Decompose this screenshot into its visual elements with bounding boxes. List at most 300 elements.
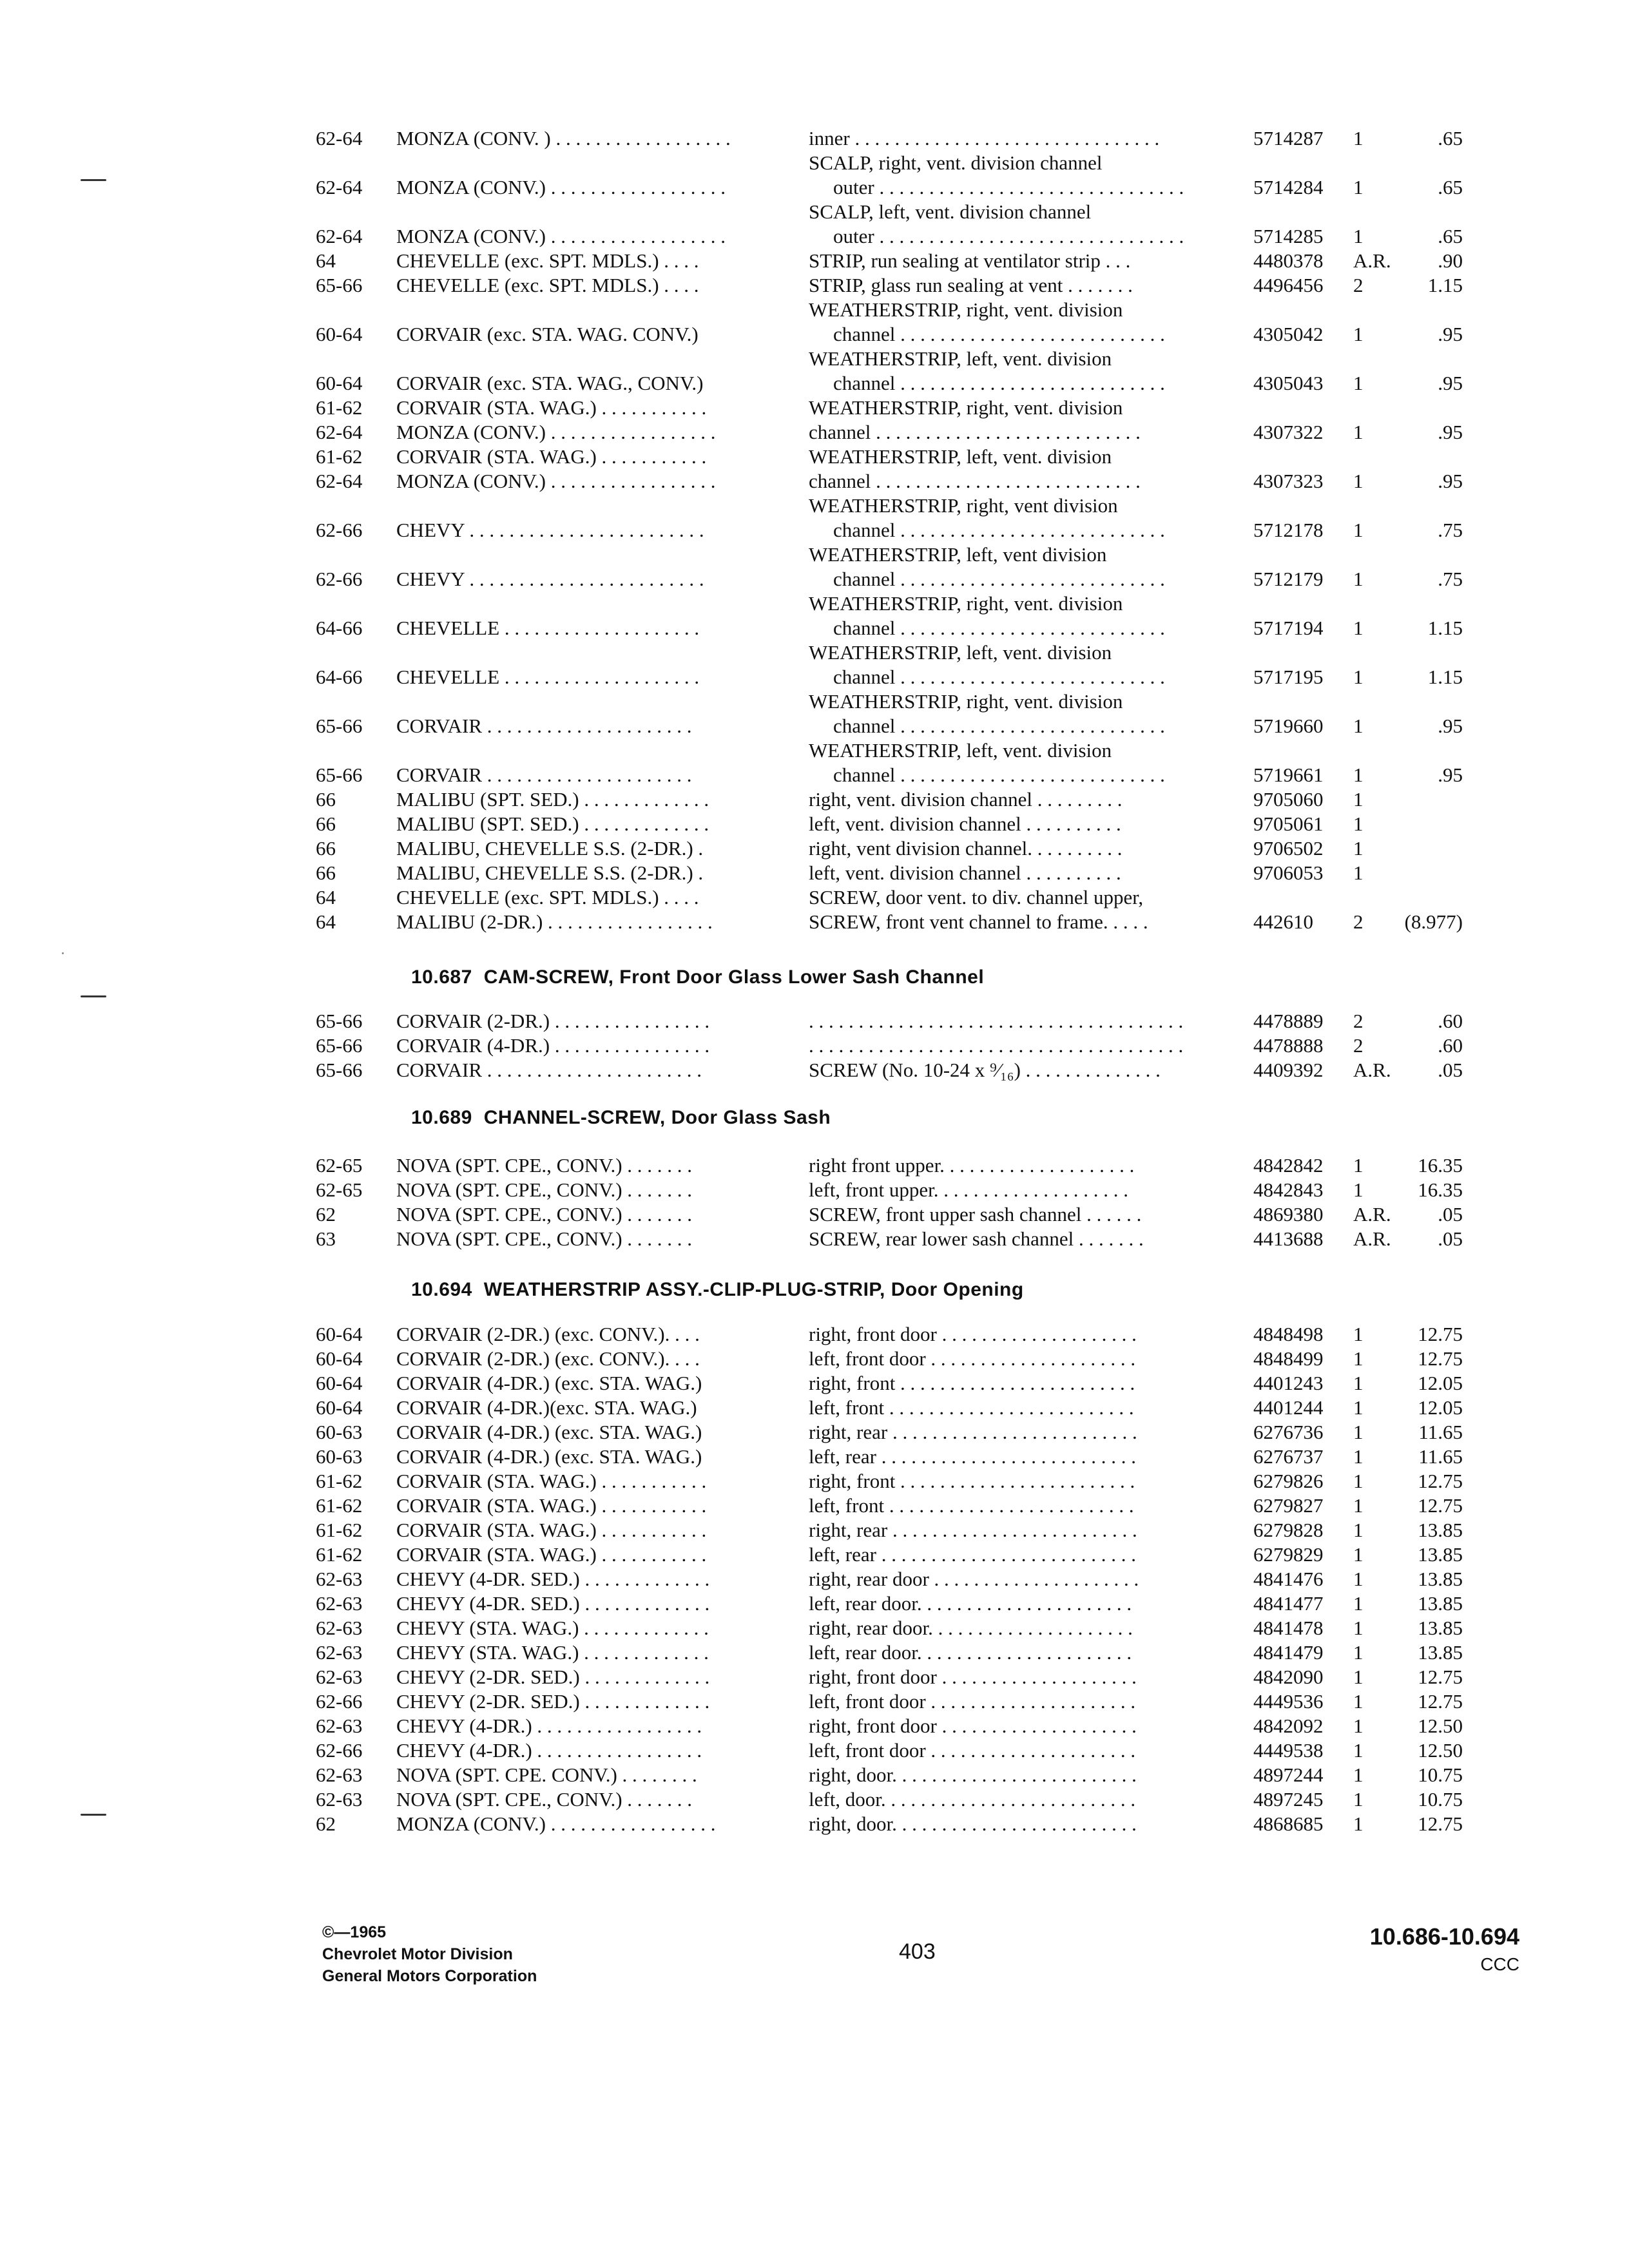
model-name: MONZA (CONV. ) . . . . . . . . . . . . . . . . . . <box>396 127 731 149</box>
table-row <box>316 1227 1476 1251</box>
model-name: CHEVY . . . . . . . . . . . . . . . . . . . . . . . . <box>396 519 704 541</box>
part-description <box>809 1787 1295 1812</box>
part-number: 5714284 <box>1253 176 1324 198</box>
description-line: right, rear door . . . . . . . . . . . . . . . . . . . . . <box>809 1568 1139 1590</box>
quantity: 1 <box>1353 1763 1364 1786</box>
price: .65 <box>1438 176 1463 198</box>
description-line: SCALP, left, vent. division channel <box>809 200 1092 223</box>
table-row <box>316 812 1476 836</box>
model-year: 62-63 <box>316 1617 363 1639</box>
quantity: 2 <box>1353 1034 1364 1057</box>
quantity: 1 <box>1353 519 1364 541</box>
part-number: 4841479 <box>1253 1641 1324 1664</box>
part-description <box>809 249 1295 273</box>
price: .05 <box>1438 1059 1463 1081</box>
model-year: 60-64 <box>316 323 363 345</box>
model-name: MALIBU (SPT. SED.) . . . . . . . . . . . . . <box>396 812 709 835</box>
quantity: A.R. <box>1353 1203 1391 1225</box>
model-year: 62-64 <box>316 225 363 247</box>
model-name: CORVAIR (exc. STA. WAG., CONV.) <box>396 372 704 394</box>
price: 12.05 <box>1418 1396 1463 1419</box>
description-line: left, front door . . . . . . . . . . . . . . . . . . . . . <box>809 1739 1136 1762</box>
part-description <box>809 1714 1295 1738</box>
description-line: WEATHERSTRIP, right, vent. division <box>809 690 1123 713</box>
model-name: CORVAIR (STA. WAG.) . . . . . . . . . . . <box>396 1519 707 1541</box>
table-row <box>316 1518 1476 1542</box>
quantity: 1 <box>1353 1323 1364 1345</box>
part-description <box>809 861 1295 885</box>
model-name: NOVA (SPT. CPE., CONV.) . . . . . . . <box>396 1788 693 1811</box>
part-number: 5717195 <box>1253 666 1324 688</box>
price: 13.85 <box>1418 1641 1463 1664</box>
table-row <box>316 151 1476 200</box>
part-number: 4409392 <box>1253 1059 1324 1081</box>
table-row <box>316 126 1476 151</box>
quantity: 1 <box>1353 421 1364 443</box>
part-description <box>809 812 1295 836</box>
model-year: 60-63 <box>316 1421 363 1443</box>
model-year: 61-62 <box>316 1543 363 1566</box>
part-number: 5712179 <box>1253 568 1324 590</box>
price: 10.75 <box>1418 1788 1463 1811</box>
part-number: 4841478 <box>1253 1617 1324 1639</box>
model-year: 66 <box>316 837 336 860</box>
part-description <box>809 126 1295 151</box>
price: 1.15 <box>1427 274 1463 296</box>
description-line: left, front . . . . . . . . . . . . . . . . . . . . . . . . . <box>809 1494 1134 1517</box>
table-row <box>316 689 1476 738</box>
model-name: MONZA (CONV.) . . . . . . . . . . . . . . . . . <box>396 421 716 443</box>
part-number: 4401244 <box>1253 1396 1324 1419</box>
price: .95 <box>1438 372 1463 394</box>
quantity: 1 <box>1353 568 1364 590</box>
model-year: 62-64 <box>316 421 363 443</box>
model-name: MALIBU, CHEVELLE S.S. (2-DR.) . <box>396 837 704 860</box>
part-number: 6276736 <box>1253 1421 1324 1443</box>
table-row <box>316 738 1476 787</box>
description-line: left, vent. division channel . . . . . . . . . . <box>809 812 1121 835</box>
part-description <box>809 689 1295 738</box>
price: .90 <box>1438 249 1463 272</box>
description-line: left, rear door. . . . . . . . . . . . . . . . . . . . . . <box>809 1641 1132 1664</box>
part-number: 442610 <box>1253 910 1313 933</box>
part-description <box>809 1033 1295 1058</box>
description-line: WEATHERSTRIP, left, vent. division <box>809 445 1112 468</box>
description-line: . . . . . . . . . . . . . . . . . . . . . . . . . . . . . . . . . . . . . . <box>809 1010 1184 1032</box>
quantity: 1 <box>1353 666 1364 688</box>
quantity: 1 <box>1353 1494 1364 1517</box>
part-description <box>809 1009 1295 1033</box>
model-name: CORVAIR . . . . . . . . . . . . . . . . . . . . . . <box>396 1059 702 1081</box>
part-description <box>809 445 1295 469</box>
model-name: CORVAIR (STA. WAG.) . . . . . . . . . . . <box>396 445 707 468</box>
part-number: 9706053 <box>1253 861 1324 884</box>
quantity: 1 <box>1353 788 1364 811</box>
group-heading-10-694: 10.694 WEATHERSTRIP ASSY.-CLIP-PLUG-STRIP, Door Opening <box>411 1279 1024 1300</box>
model-year: 66 <box>316 812 336 835</box>
part-number: 4848498 <box>1253 1323 1324 1345</box>
description-line: WEATHERSTRIP, right, vent. division <box>809 592 1123 615</box>
description-line: left, rear door. . . . . . . . . . . . . . . . . . . . . . <box>809 1592 1132 1615</box>
part-number: 5714287 <box>1253 127 1324 149</box>
description-line: WEATHERSTRIP, left, vent division <box>809 543 1107 566</box>
model-year: 62-63 <box>316 1763 363 1786</box>
model-year: 66 <box>316 861 336 884</box>
table-row <box>316 1616 1476 1640</box>
table-row <box>316 445 1476 469</box>
price: 12.75 <box>1418 1323 1463 1345</box>
part-number: 4478889 <box>1253 1010 1324 1032</box>
price: .65 <box>1438 225 1463 247</box>
model-name: CORVAIR (4-DR.)(exc. STA. WAG.) <box>396 1396 697 1419</box>
model-name: MONZA (CONV.) . . . . . . . . . . . . . . . . . <box>396 470 716 492</box>
model-name: CORVAIR (2-DR.) (exc. CONV.). . . . <box>396 1323 700 1345</box>
model-year: 65-66 <box>316 1059 363 1081</box>
model-name: MONZA (CONV.) . . . . . . . . . . . . . . . . . . <box>396 176 726 198</box>
table-row <box>316 1469 1476 1494</box>
part-number: 4868685 <box>1253 1812 1324 1835</box>
description-line: SCREW (No. 10-24 x ⁹⁄₁₆) . . . . . . . . . . . . . . <box>809 1059 1161 1081</box>
part-number: 4307323 <box>1253 470 1324 492</box>
price: .95 <box>1438 323 1463 345</box>
model-year: 62-63 <box>316 1641 363 1664</box>
model-name: CHEVY (4-DR.) . . . . . . . . . . . . . . . . . <box>396 1715 702 1737</box>
description-line: right, rear . . . . . . . . . . . . . . . . . . . . . . . . . <box>809 1519 1137 1541</box>
model-name: CORVAIR (exc. STA. WAG. CONV.) <box>396 323 699 345</box>
part-description <box>809 1763 1295 1787</box>
table-row <box>316 1178 1476 1202</box>
part-description <box>809 1227 1295 1251</box>
table-row <box>316 200 1476 249</box>
price: 12.50 <box>1418 1715 1463 1737</box>
part-description <box>809 1616 1295 1640</box>
part-number: 6279827 <box>1253 1494 1324 1517</box>
description-line: . . . . . . . . . . . . . . . . . . . . . . . . . . . . . . . . . . . . . . <box>809 1034 1184 1057</box>
quantity: A.R. <box>1353 1227 1391 1250</box>
model-year: 65-66 <box>316 274 363 296</box>
part-number: 5719660 <box>1253 715 1324 737</box>
table-row <box>316 249 1476 273</box>
model-name: CORVAIR (2-DR.) . . . . . . . . . . . . . . . . <box>396 1010 710 1032</box>
model-name: MALIBU (SPT. SED.) . . . . . . . . . . . . . <box>396 788 709 811</box>
model-year: 62-66 <box>316 1690 363 1713</box>
quantity: 1 <box>1353 1396 1364 1419</box>
price: .95 <box>1438 715 1463 737</box>
description-line: left, rear . . . . . . . . . . . . . . . . . . . . . . . . . . <box>809 1543 1136 1566</box>
parts-table-10-687 <box>316 1009 1476 1082</box>
part-description <box>809 640 1295 689</box>
model-year: 65-66 <box>316 1010 363 1032</box>
model-name: CORVAIR (STA. WAG.) . . . . . . . . . . . <box>396 1470 707 1492</box>
quantity: 1 <box>1353 617 1364 639</box>
table-row <box>316 1763 1476 1787</box>
quantity: 1 <box>1353 715 1364 737</box>
price: 1.15 <box>1427 617 1463 639</box>
table-row <box>316 1033 1476 1058</box>
part-number: 6279829 <box>1253 1543 1324 1566</box>
price: 13.85 <box>1418 1543 1463 1566</box>
part-number: 5714285 <box>1253 225 1324 247</box>
quantity: A.R. <box>1353 1059 1391 1081</box>
part-description <box>809 1469 1295 1494</box>
part-description <box>809 1591 1295 1616</box>
part-description <box>809 1567 1295 1591</box>
model-year: 62-63 <box>316 1715 363 1737</box>
table-row <box>316 1371 1476 1396</box>
parts-table-continued <box>316 126 1476 934</box>
quantity: 1 <box>1353 1812 1364 1835</box>
part-description <box>809 1494 1295 1518</box>
quantity: 1 <box>1353 1445 1364 1468</box>
part-number: 4401243 <box>1253 1372 1324 1394</box>
model-name: NOVA (SPT. CPE., CONV.) . . . . . . . <box>396 1227 693 1250</box>
description-line: WEATHERSTRIP, right, vent. division <box>809 396 1123 419</box>
publisher-info <box>322 1921 537 1987</box>
parts-table-10-689 <box>316 1153 1476 1251</box>
price: .05 <box>1438 1227 1463 1250</box>
part-number: 4449538 <box>1253 1739 1324 1762</box>
quantity: 1 <box>1353 1715 1364 1737</box>
price: 12.05 <box>1418 1372 1463 1394</box>
description-line: right, vent division channel. . . . . . . . . . <box>809 837 1123 860</box>
part-number: 4869380 <box>1253 1203 1324 1225</box>
model-name: CHEVELLE (exc. SPT. MDLS.) . . . . <box>396 249 699 272</box>
price: 12.50 <box>1418 1739 1463 1762</box>
part-description <box>809 738 1295 787</box>
table-row <box>316 1665 1476 1689</box>
model-name: CHEVY (4-DR.) . . . . . . . . . . . . . . . . . <box>396 1739 702 1762</box>
quantity: 1 <box>1353 1543 1364 1566</box>
model-year: 66 <box>316 788 336 811</box>
model-year: 64-66 <box>316 666 363 688</box>
part-description <box>809 1542 1295 1567</box>
price: 16.35 <box>1418 1178 1463 1201</box>
model-year: 62-64 <box>316 176 363 198</box>
margin-mark <box>81 995 106 997</box>
part-description <box>809 1322 1295 1347</box>
description-line: WEATHERSTRIP, right, vent. division <box>809 298 1123 321</box>
description-line: channel . . . . . . . . . . . . . . . . . . . . . . . . . . . <box>833 715 1165 737</box>
group-heading-10-689: 10.689 CHANNEL-SCREW, Door Glass Sash <box>411 1107 831 1128</box>
part-description <box>809 200 1295 249</box>
quantity: 1 <box>1353 1641 1364 1664</box>
part-number: 5717194 <box>1253 617 1324 639</box>
description-line: outer . . . . . . . . . . . . . . . . . . . . . . . . . . . . . . . <box>833 176 1184 198</box>
model-year: 65-66 <box>316 1034 363 1057</box>
part-number: 4305042 <box>1253 323 1324 345</box>
price: (8.977) <box>1404 910 1463 933</box>
model-name: MALIBU, CHEVELLE S.S. (2-DR.) . <box>396 861 704 884</box>
quantity: 1 <box>1353 861 1364 884</box>
quantity: 1 <box>1353 127 1364 149</box>
model-name: CORVAIR (4-DR.) (exc. STA. WAG.) <box>396 1421 702 1443</box>
margin-speck <box>62 952 64 954</box>
quantity: 1 <box>1353 1154 1364 1177</box>
part-description <box>809 396 1295 420</box>
section-range-block <box>1370 1923 1519 1975</box>
part-number: 4842842 <box>1253 1154 1324 1177</box>
description-line: right front upper. . . . . . . . . . . . . . . . . . . . <box>809 1154 1135 1177</box>
quantity: 1 <box>1353 1372 1364 1394</box>
table-row <box>316 396 1476 420</box>
model-year: 65-66 <box>316 715 363 737</box>
price: .60 <box>1438 1034 1463 1057</box>
table-row <box>316 420 1476 445</box>
part-number: 4842843 <box>1253 1178 1324 1201</box>
page-number: 403 <box>899 1939 936 1964</box>
part-number: 6279828 <box>1253 1519 1324 1541</box>
table-row <box>316 1591 1476 1616</box>
model-year: 62-66 <box>316 519 363 541</box>
model-year: 61-62 <box>316 1519 363 1541</box>
quantity: 1 <box>1353 1178 1364 1201</box>
table-row <box>316 1567 1476 1591</box>
description-line: STRIP, glass run sealing at vent . . . . . . . <box>809 274 1133 296</box>
description-line: WEATHERSTRIP, left, vent. division <box>809 347 1112 370</box>
description-line: right, rear door. . . . . . . . . . . . . . . . . . . . . <box>809 1617 1133 1639</box>
price: .75 <box>1438 568 1463 590</box>
table-row <box>316 1202 1476 1227</box>
description-line: left, rear . . . . . . . . . . . . . . . . . . . . . . . . . . <box>809 1445 1136 1468</box>
description-line: right, front door . . . . . . . . . . . . . . . . . . . . <box>809 1715 1137 1737</box>
model-year: 62 <box>316 1203 336 1225</box>
price: .95 <box>1438 421 1463 443</box>
model-year: 64 <box>316 910 336 933</box>
quantity: 2 <box>1353 274 1364 296</box>
quantity: 1 <box>1353 1470 1364 1492</box>
part-number: 6279826 <box>1253 1470 1324 1492</box>
quantity: 1 <box>1353 764 1364 786</box>
description-line: WEATHERSTRIP, left, vent. division <box>809 641 1112 664</box>
model-year: 62 <box>316 1812 336 1835</box>
description-line: right, rear . . . . . . . . . . . . . . . . . . . . . . . . . <box>809 1421 1137 1443</box>
part-number: 4480378 <box>1253 249 1324 272</box>
part-description <box>809 298 1295 347</box>
quantity: 1 <box>1353 1739 1364 1762</box>
description-line: SCALP, right, vent. division channel <box>809 151 1103 174</box>
description-line: channel . . . . . . . . . . . . . . . . . . . . . . . . . . . <box>833 764 1165 786</box>
table-row <box>316 1787 1476 1812</box>
model-year: 65-66 <box>316 764 363 786</box>
model-name: NOVA (SPT. CPE., CONV.) . . . . . . . <box>396 1178 693 1201</box>
description-line: outer . . . . . . . . . . . . . . . . . . . . . . . . . . . . . . . <box>833 225 1184 247</box>
description-line: channel . . . . . . . . . . . . . . . . . . . . . . . . . . . <box>833 519 1165 541</box>
part-description <box>809 1178 1295 1202</box>
part-number: 4496456 <box>1253 274 1324 296</box>
price: 12.75 <box>1418 1666 1463 1688</box>
model-year: 62-66 <box>316 568 363 590</box>
part-number: 4841477 <box>1253 1592 1324 1615</box>
part-description <box>809 1738 1295 1763</box>
model-year: 62-65 <box>316 1178 363 1201</box>
quantity: 2 <box>1353 910 1364 933</box>
model-name: CORVAIR (4-DR.) (exc. STA. WAG.) <box>396 1445 702 1468</box>
part-number: 4305043 <box>1253 372 1324 394</box>
description-line: channel . . . . . . . . . . . . . . . . . . . . . . . . . . . <box>833 568 1165 590</box>
model-name: CHEVY (STA. WAG.) . . . . . . . . . . . . . <box>396 1641 709 1664</box>
table-row <box>316 1494 1476 1518</box>
quantity: 1 <box>1353 1690 1364 1713</box>
table-row <box>316 1347 1476 1371</box>
table-row <box>316 1396 1476 1420</box>
model-name: CORVAIR . . . . . . . . . . . . . . . . . . . . . <box>396 764 692 786</box>
table-row <box>316 1153 1476 1178</box>
description-line: channel . . . . . . . . . . . . . . . . . . . . . . . . . . . <box>809 421 1141 443</box>
description-line: right, front . . . . . . . . . . . . . . . . . . . . . . . . <box>809 1470 1135 1492</box>
description-line: left, door. . . . . . . . . . . . . . . . . . . . . . . . . . <box>809 1788 1136 1811</box>
part-description <box>809 273 1295 298</box>
description-line: right, front . . . . . . . . . . . . . . . . . . . . . . . . <box>809 1372 1135 1394</box>
price: 12.75 <box>1418 1347 1463 1370</box>
description-line: right, vent. division channel . . . . . . . . . <box>809 788 1123 811</box>
price: 11.65 <box>1418 1445 1463 1468</box>
table-row <box>316 1714 1476 1738</box>
model-year: 60-64 <box>316 372 363 394</box>
table-row <box>316 787 1476 812</box>
table-row <box>316 1542 1476 1567</box>
model-year: 60-64 <box>316 1372 363 1394</box>
table-row <box>316 469 1476 494</box>
price: 11.65 <box>1418 1421 1463 1443</box>
description-line: channel . . . . . . . . . . . . . . . . . . . . . . . . . . . <box>833 372 1165 394</box>
part-description <box>809 151 1295 200</box>
description-line: WEATHERSTRIP, left, vent. division <box>809 739 1112 762</box>
price: .75 <box>1438 519 1463 541</box>
model-year: 64-66 <box>316 617 363 639</box>
catalog-code: CCC <box>1480 1954 1519 1974</box>
margin-mark <box>81 179 106 181</box>
table-row <box>316 885 1476 910</box>
model-year: 60-64 <box>316 1323 363 1345</box>
price: 13.85 <box>1418 1617 1463 1639</box>
model-name: NOVA (SPT. CPE. CONV.) . . . . . . . . <box>396 1763 697 1786</box>
part-number: 9705061 <box>1253 812 1324 835</box>
part-number: 9705060 <box>1253 788 1324 811</box>
part-description <box>809 787 1295 812</box>
description-line: WEATHERSTRIP, right, vent division <box>809 494 1118 517</box>
model-name: CHEVY (STA. WAG.) . . . . . . . . . . . . . <box>396 1617 709 1639</box>
description-line: left, front door . . . . . . . . . . . . . . . . . . . . . <box>809 1347 1136 1370</box>
description-line: right, door. . . . . . . . . . . . . . . . . . . . . . . . . <box>809 1812 1137 1835</box>
price: 12.75 <box>1418 1494 1463 1517</box>
description-line: channel . . . . . . . . . . . . . . . . . . . . . . . . . . . <box>833 323 1165 345</box>
price: 12.75 <box>1418 1470 1463 1492</box>
quantity: 1 <box>1353 323 1364 345</box>
description-line: SCREW, front vent channel to frame. . . . . <box>809 910 1148 933</box>
description-line: channel . . . . . . . . . . . . . . . . . . . . . . . . . . . <box>809 470 1141 492</box>
part-description <box>809 1058 1295 1082</box>
model-year: 63 <box>316 1227 336 1250</box>
price: .60 <box>1438 1010 1463 1032</box>
part-description <box>809 1153 1295 1178</box>
part-description <box>809 469 1295 494</box>
table-row <box>316 861 1476 885</box>
part-number: 4897245 <box>1253 1788 1324 1811</box>
model-year: 62-66 <box>316 1739 363 1762</box>
part-description <box>809 1420 1295 1445</box>
model-year: 62-63 <box>316 1568 363 1590</box>
part-description <box>809 420 1295 445</box>
part-description <box>809 347 1295 396</box>
model-year: 62-63 <box>316 1788 363 1811</box>
part-number: 4842090 <box>1253 1666 1324 1688</box>
table-row <box>316 298 1476 347</box>
model-year: 60-63 <box>316 1445 363 1468</box>
description-line: channel . . . . . . . . . . . . . . . . . . . . . . . . . . . <box>833 617 1165 639</box>
part-number: 4848499 <box>1253 1347 1324 1370</box>
price: .95 <box>1438 764 1463 786</box>
table-row <box>316 1009 1476 1033</box>
